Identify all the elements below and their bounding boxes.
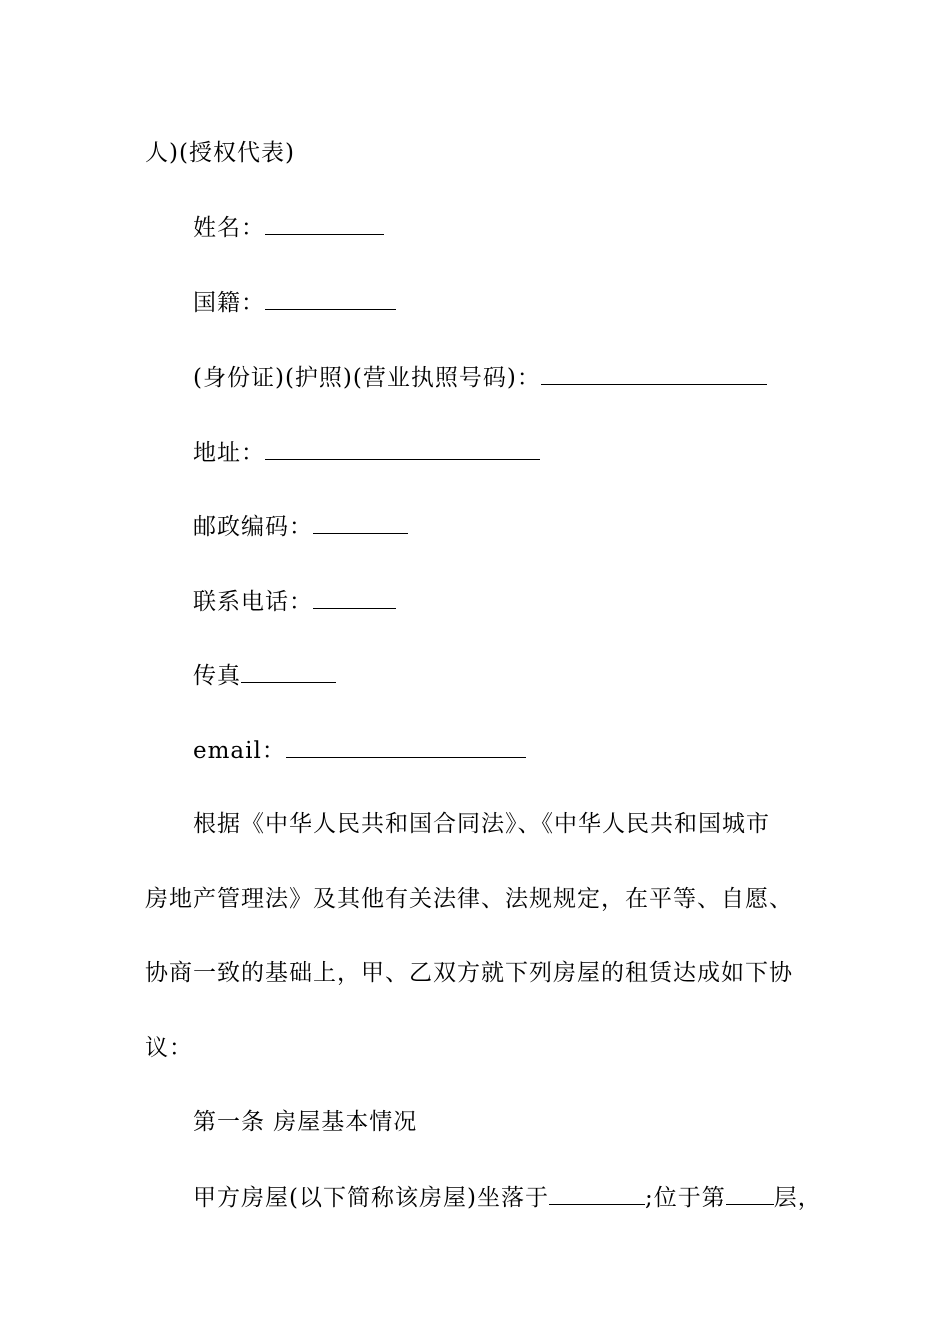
id-number-label: (身份证)(护照)(营业执照号码)： [193, 365, 541, 391]
paragraph-line [145, 958, 793, 988]
email-label: email： [193, 738, 286, 764]
address-label: 地址： [193, 440, 265, 466]
phone-blank[interactable] [313, 586, 396, 609]
article-text-part: ;位于第 [644, 1185, 726, 1211]
floor-blank[interactable] [726, 1182, 774, 1205]
article-text-line [193, 1182, 822, 1213]
phone-label: 联系电话： [193, 589, 313, 615]
id-number-blank[interactable] [541, 362, 767, 385]
name-row [193, 212, 384, 243]
paragraph-line [145, 1033, 193, 1063]
nationality-blank[interactable] [265, 287, 396, 310]
id-number-row [193, 362, 767, 393]
email-row [193, 735, 526, 766]
nationality-row [193, 287, 396, 318]
fax-label: 传真 [193, 663, 241, 689]
location-blank[interactable] [549, 1182, 645, 1205]
paragraph-text: 房地产管理法》及其他有关法律、法规规定，在平等、自愿、 [145, 886, 793, 912]
name-blank[interactable] [265, 212, 384, 235]
party-role-text: 人)(授权代表) [145, 140, 295, 166]
address-blank[interactable] [265, 437, 540, 460]
name-label: 姓名： [193, 215, 265, 241]
article-text-part: 甲方房屋(以下简称该房屋)坐落于 [193, 1185, 549, 1211]
paragraph-line [145, 884, 793, 914]
paragraph-text: 根据《中华人民共和国合同法》、《中华人民共和国城市 [193, 811, 770, 837]
email-blank[interactable] [286, 735, 526, 758]
address-row [193, 437, 540, 468]
article-title: 第一条 房屋基本情况 [193, 1109, 418, 1135]
paragraph-line [193, 809, 770, 839]
postal-code-row [193, 511, 408, 542]
article-heading [193, 1107, 417, 1137]
paragraph-text: 协商一致的基础上，甲、乙双方就下列房屋的租赁达成如下协 [145, 960, 793, 986]
paragraph-text: 议： [145, 1035, 193, 1061]
postal-code-blank[interactable] [313, 511, 408, 534]
nationality-label: 国籍： [193, 290, 265, 316]
article-text-part: 层， [773, 1185, 822, 1211]
postal-code-label: 邮政编码： [193, 514, 313, 540]
phone-row [193, 586, 396, 617]
party-role-line [145, 138, 295, 168]
fax-row [193, 660, 336, 691]
fax-blank[interactable] [241, 660, 336, 683]
